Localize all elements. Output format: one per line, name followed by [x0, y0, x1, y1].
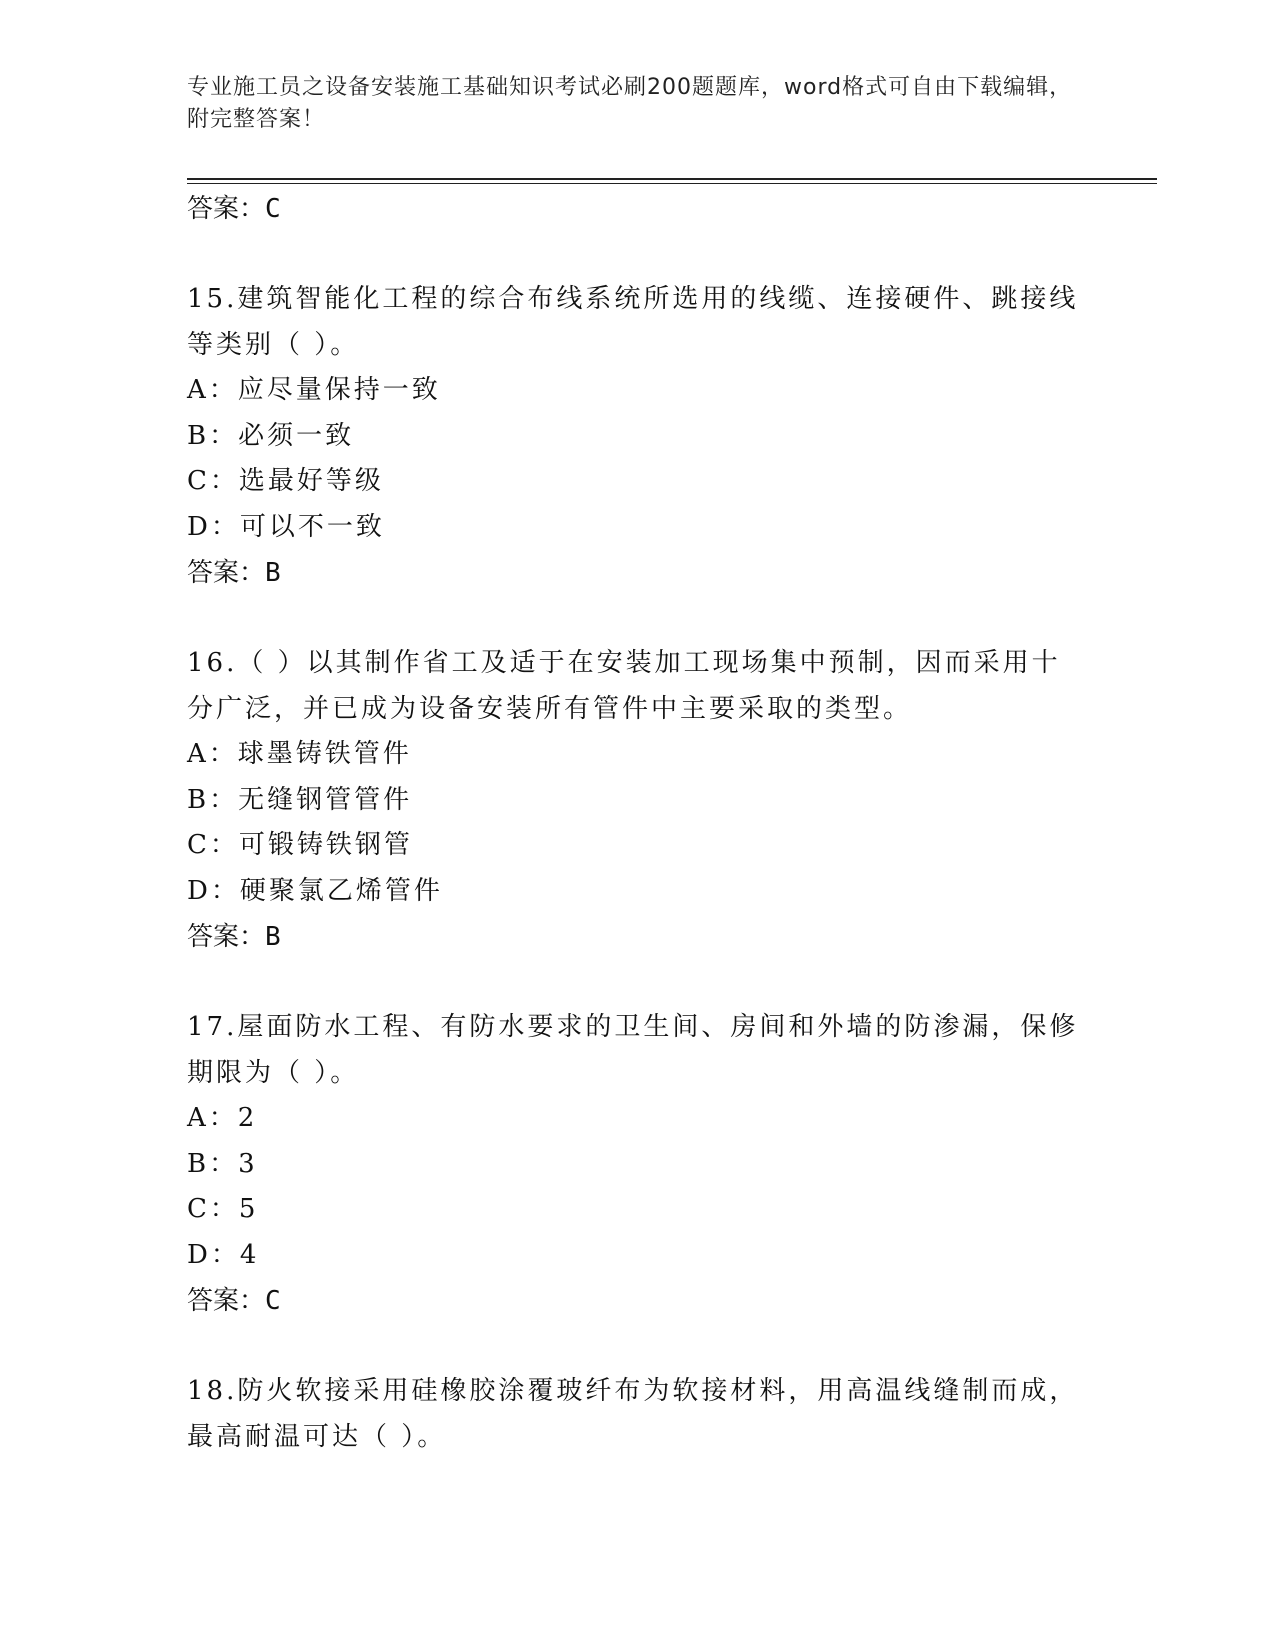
option-d: D：4	[187, 1239, 260, 1270]
option-d: D：可以不一致	[187, 511, 385, 542]
document-body	[187, 186, 1087, 1460]
option-b: B：无缝钢管管件	[187, 784, 413, 815]
header-divider-thick	[187, 178, 1157, 180]
answer-line: 答案：B	[187, 558, 281, 588]
header-text: 专业施工员之设备安装施工基础知识考试必刷200题题库，word格式可自由下载编辑，附完整答案！	[187, 75, 1073, 132]
option-d: D：硬聚氯乙烯管件	[187, 875, 443, 906]
option-b: B：必须一致	[187, 420, 355, 451]
question-text: 17.屋面防水工程、有防水要求的卫生间、房间和外墙的防渗漏，保修期限为（ ）。	[187, 1012, 1079, 1088]
option-a: A：球墨铸铁管件	[187, 739, 412, 769]
question-18	[187, 1368, 1087, 1460]
question-text: 15.建筑智能化工程的综合布线系统所选用的线缆、连接硬件、跳接线等类别（ ）。	[187, 284, 1079, 360]
question-text: 16.（ ）以其制作省工及适于在安装加工现场集中预制，因而采用十分广泛，并已成为设备安装所有管件中主要采取的类型。	[187, 648, 1061, 724]
option-c: C：选最好等级	[187, 466, 384, 496]
question-17	[187, 1004, 1087, 1324]
answer-line: 答案：C	[187, 1286, 281, 1316]
option-c: C：5	[187, 1194, 259, 1224]
answer-line: 答案：B	[187, 922, 281, 952]
question-15	[187, 276, 1087, 596]
option-a: A：2	[187, 1103, 258, 1133]
option-b: B：3	[187, 1148, 258, 1179]
option-a: A：应尽量保持一致	[187, 375, 441, 405]
question-16	[187, 640, 1087, 960]
answer-line: 答案：C	[187, 194, 281, 224]
page-header	[187, 72, 1087, 136]
option-c: C：可锻铸铁钢管	[187, 830, 413, 860]
question-text: 18.防火软接采用硅橡胶涂覆玻纤布为软接材料，用高温线缝制而成，最高耐温可达（ ）。	[187, 1376, 1079, 1452]
header-divider-thin	[187, 183, 1157, 184]
